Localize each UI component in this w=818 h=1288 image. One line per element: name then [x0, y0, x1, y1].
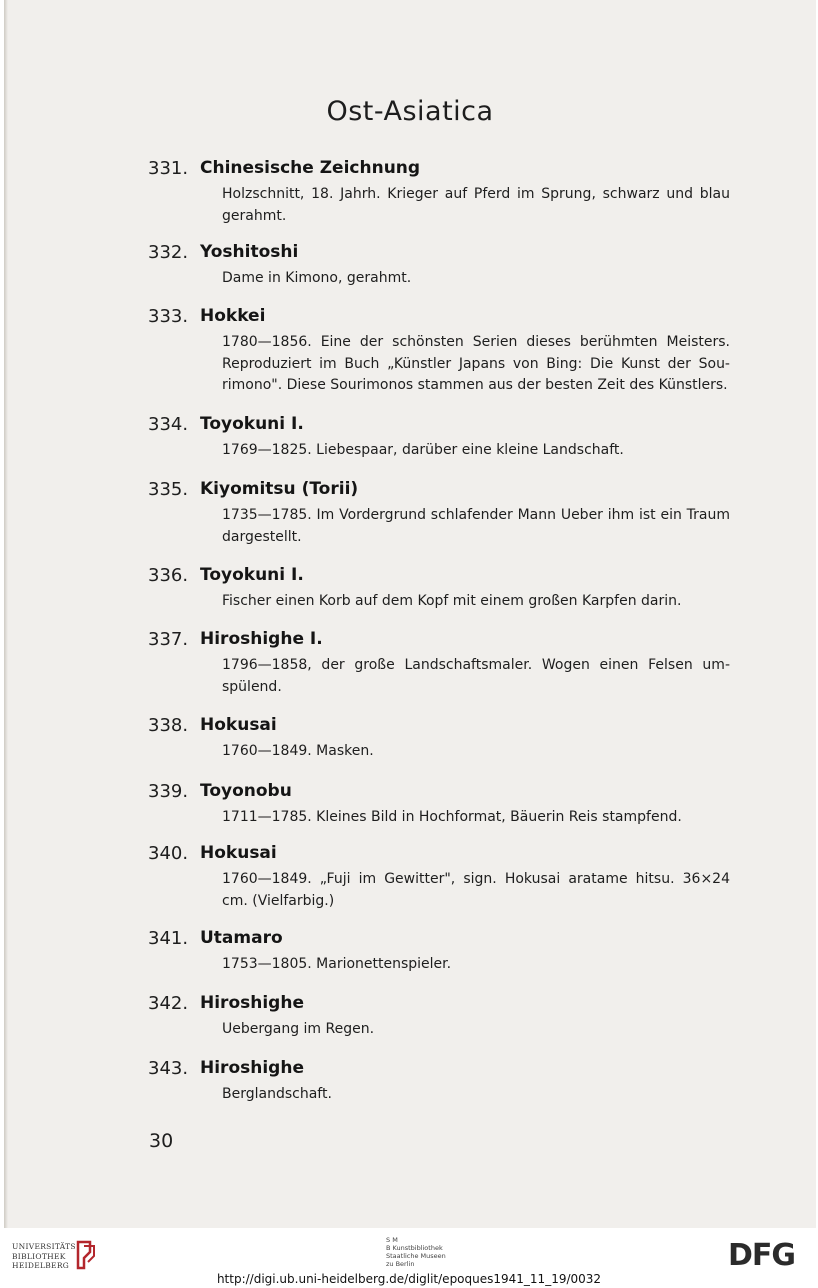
university-label	[12, 1242, 76, 1271]
entry-description: 1711—1785. Kleines Bild in Hochformat, Bäuerin Reis stampfend.	[222, 809, 682, 825]
entry-number: 339.	[148, 781, 189, 802]
university-logo-icon	[74, 1238, 96, 1272]
entry-description: 1769—1825. Liebespaar, darüber eine kleine Landschaft.	[222, 442, 624, 458]
entry-artist: Yoshitoshi	[200, 242, 299, 262]
entry-number: 334.	[148, 414, 189, 435]
entry-artist: Kiyomitsu (Torii)	[200, 479, 359, 499]
stamp-line: S M	[386, 1236, 398, 1244]
entry-artist: Utamaro	[200, 928, 283, 948]
entry-description: Fischer einen Korb auf dem Kopf mit einem großen Karpfen darin.	[222, 593, 682, 609]
entry-description: Berglandschaft.	[222, 1086, 332, 1102]
entry-artist: Hiroshighe	[200, 1058, 304, 1078]
stamp-line: zu Berlin	[386, 1260, 415, 1268]
source-url-link[interactable]: http://digi.ub.uni-heidelberg.de/diglit/epoques1941_11_19/0032	[216, 1272, 602, 1286]
entry-number: 341.	[148, 928, 189, 949]
entry-number: 343.	[148, 1058, 189, 1079]
entry-description: 1780—1856. Eine der schönsten Serien dieses berühmten Meisters. Reproduziert im Buch „Künstler Japans von Bing: Die Kunst der Sou-rimono". Diese Sourimonos stammen aus der besten Zeit des Künstlers.	[222, 334, 730, 393]
scanned-page	[4, 0, 816, 1228]
entry-artist: Toyonobu	[200, 781, 292, 801]
entry-number: 332.	[148, 242, 189, 263]
entry-artist: Hokkei	[200, 306, 266, 326]
page-number: 30	[149, 1130, 174, 1152]
entry-description: Holzschnitt, 18. Jahrh. Krieger auf Pferd im Sprung, schwarz und blau gerahmt.	[222, 186, 730, 224]
entry-description: 1760—1849. Masken.	[222, 743, 374, 759]
entry-artist: Hokusai	[200, 843, 277, 863]
entry-artist: Toyokuni I.	[200, 565, 304, 585]
page-title: Ost-Asiatica	[326, 96, 494, 127]
digitization-footer	[0, 1228, 818, 1288]
entry-number: 342.	[148, 993, 189, 1014]
entry-number: 331.	[148, 158, 189, 179]
library-stamp	[386, 1236, 446, 1268]
entry-artist: Chinesische Zeichnung	[200, 158, 421, 178]
entry-number: 333.	[148, 306, 189, 327]
entry-artist: Hokusai	[200, 715, 277, 735]
entry-artist: Toyokuni I.	[200, 414, 304, 434]
entry-description: 1735—1785. Im Vordergrund schlafender Mann Ueber ihm ist ein Traum dargestellt.	[222, 507, 730, 545]
dfg-logo: DFG	[728, 1238, 796, 1273]
entry-description: 1760—1849. „Fuji im Gewitter", sign. Hokusai aratame hitsu. 36×24 cm. (Vielfarbig.)	[222, 871, 730, 909]
entry-number: 335.	[148, 479, 189, 500]
university-line: UNIVERSITÄTS	[12, 1242, 76, 1251]
stamp-line: Staatliche Museen	[386, 1252, 446, 1260]
entry-description: 1796—1858, der große Landschaftsmaler. Wogen einen Felsen um-spülend.	[222, 657, 730, 695]
entry-number: 337.	[148, 629, 189, 650]
entry-artist: Hiroshighe I.	[200, 629, 323, 649]
entry-number: 336.	[148, 565, 189, 586]
entry-description: 1753—1805. Marionettenspieler.	[222, 956, 452, 972]
stamp-line: B Kunstbibliothek	[386, 1244, 443, 1252]
university-line: HEIDELBERG	[12, 1261, 70, 1270]
entry-description: Uebergang im Regen.	[222, 1021, 375, 1037]
entry-number: 338.	[148, 715, 189, 736]
entry-description: Dame in Kimono, gerahmt.	[222, 270, 412, 286]
university-line: BIBLIOTHEK	[12, 1251, 66, 1261]
entry-artist: Hiroshighe	[200, 993, 304, 1013]
entry-number: 340.	[148, 843, 189, 864]
